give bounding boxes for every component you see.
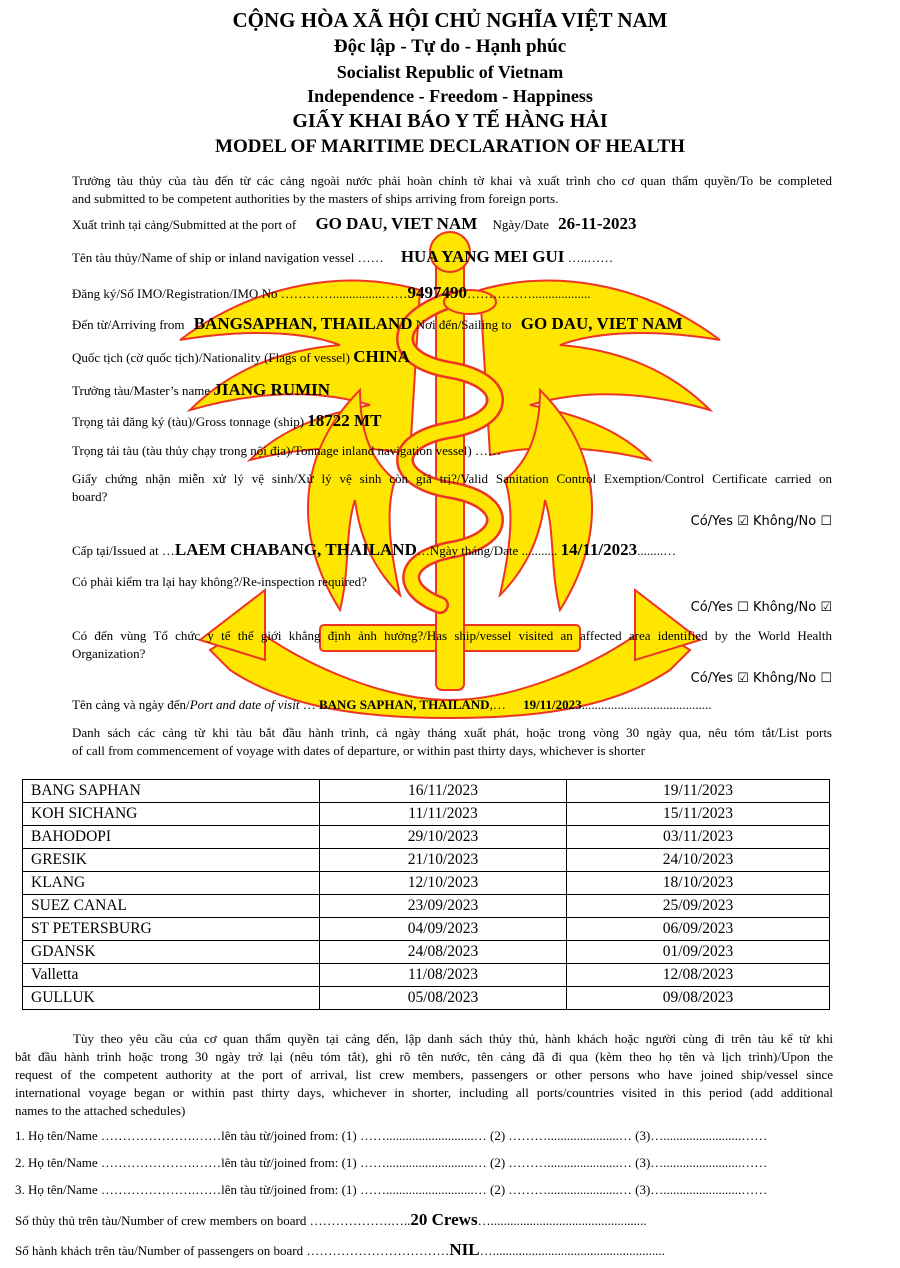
issued-value: LAEM CHABANG, THAILAND xyxy=(174,540,417,559)
departure-date-cell: 25/09/2023 xyxy=(567,895,830,918)
visit-lead: … xyxy=(299,697,316,712)
visit-mid: ,… xyxy=(489,697,506,712)
document-title-en: MODEL OF MARITIME DECLARATION OF HEALTH xyxy=(215,136,685,157)
sailing-label: Nơi đến/Sailing to xyxy=(415,317,512,332)
port-label: Xuất trình tại cảng/Submitted at the port of xyxy=(72,217,297,232)
table-row xyxy=(23,780,830,803)
arrival-date-cell: 24/08/2023 xyxy=(320,941,567,964)
affected-answer: Có/Yes ☑ Không/No ☐ xyxy=(690,671,832,686)
affected-line-2: Organization? xyxy=(72,646,146,661)
departure-date-cell: 15/11/2023 xyxy=(567,803,830,826)
table-row xyxy=(23,895,830,918)
issued-label: Cấp tại/Issued at … xyxy=(72,543,175,558)
joined-row-2: 2. Họ tên/Name ………………….……lên tàu từ/joined from: (1) ……...........................… (2) ………......................… (3)…........................…… xyxy=(15,1155,768,1170)
table-row xyxy=(23,826,830,849)
crew-intro-paragraph xyxy=(15,1030,833,1120)
header-line-1: CỘNG HÒA XÃ HỘI CHỦ NGHĨA VIỆT NAM xyxy=(232,8,668,32)
passenger-row xyxy=(15,1240,665,1260)
table-row xyxy=(23,987,830,1010)
joined-row-3: 3. Họ tên/Name ………………….……lên tàu từ/joined from: (1) ……...........................… (2) ………......................… (3)…........................…… xyxy=(15,1182,768,1197)
gross-row xyxy=(72,411,381,431)
port-cell: Valletta xyxy=(23,964,320,987)
imo-value: 9497490 xyxy=(407,283,467,302)
departure-date-cell: 06/09/2023 xyxy=(567,918,830,941)
affected-question xyxy=(72,627,832,663)
departure-date-cell: 24/10/2023 xyxy=(567,849,830,872)
departure-date-cell: 09/08/2023 xyxy=(567,987,830,1010)
gross-label: Trọng tải đăng ký (tàu)/Gross tonnage (ship) xyxy=(72,414,305,429)
arrival-date-cell: 12/10/2023 xyxy=(320,872,567,895)
joined-row-1: 1. Họ tên/Name ………………….……lên tàu từ/joined from: (1) ……...........................… (2) ………......................… (3)…........................…… xyxy=(15,1128,768,1143)
arriving-row xyxy=(72,314,683,334)
ship-row xyxy=(72,247,613,267)
visit-label-en: Port and date of visit xyxy=(189,697,300,712)
ports-of-call-table xyxy=(22,779,830,1010)
table-row xyxy=(23,941,830,964)
master-row xyxy=(72,380,330,400)
table-row xyxy=(23,872,830,895)
master-label: Trưởng tàu/Master’s name xyxy=(72,383,211,398)
header-line-2: Độc lập - Tự do - Hạnh phúc xyxy=(333,36,567,57)
port-cell: KOH SICHANG xyxy=(23,803,320,826)
ship-trail: …..…… xyxy=(567,250,614,265)
port-cell: BANG SAPHAN xyxy=(23,780,320,803)
visit-trail: ........................................ xyxy=(581,697,712,712)
port-cell: GRESIK xyxy=(23,849,320,872)
arriving-value: BANGSAPHAN, THAILAND xyxy=(193,314,413,333)
arrival-date-cell: 04/09/2023 xyxy=(320,918,567,941)
crew-intro-line-4: international voyage began or within past thirty days, whichever in shorter, including all ports/countries visited in this period (add additional xyxy=(15,1085,833,1100)
visit-label-vn: Tên cảng và ngày đến/ xyxy=(72,697,190,712)
issued-row xyxy=(72,540,676,560)
port-cell: SUEZ CANAL xyxy=(23,895,320,918)
intro-line-1: Trưởng tàu thủy của tàu đến từ các cảng ngoài nước phải hoàn chỉnh tờ khai và xuất trình cho cơ quan thẩm quyền/To be completed xyxy=(72,173,832,188)
inland-row: Trọng tải tàu (tàu thủy chạy trong nội địa)/Tonnage inland navigation vessel) …… xyxy=(72,443,501,458)
arrival-date-cell: 21/10/2023 xyxy=(320,849,567,872)
arrival-date-cell: 05/08/2023 xyxy=(320,987,567,1010)
nationality-row xyxy=(72,347,410,367)
reinspection-answer: Có/Yes ☐ Không/No ☑ xyxy=(690,600,832,615)
table-row xyxy=(23,918,830,941)
crew-intro-line-2: bắt đầu hành trình hoặc trong 30 ngày trở lại (nêu tóm tắt), ghi rõ tên nước, tên cảng đã đi qua (kèm theo họ tên và lịch trình)/Upon the xyxy=(15,1049,833,1064)
crew-row xyxy=(15,1210,647,1230)
port-row xyxy=(72,214,637,234)
passenger-label: Số hành khách trên tàu/Number of passengers on board …………………………… xyxy=(15,1243,450,1258)
intro-line-2: and submitted to be competent authorities by the masters of ships arriving from foreign ports. xyxy=(72,191,559,206)
port-cell: BAHODOPI xyxy=(23,826,320,849)
departure-date-cell: 03/11/2023 xyxy=(567,826,830,849)
ports-intro-line-1: Danh sách các cảng từ khi tàu bắt đầu hành trình, cả ngày tháng xuất phát, hoặc trong vòng 30 ngày qua, nêu tóm tắt/List ports xyxy=(72,725,832,740)
arrival-date-cell: 16/11/2023 xyxy=(320,780,567,803)
date-value: 26-11-2023 xyxy=(558,214,637,233)
crew-intro-line-3: request of the competent authority at the port of arrival, list crew members, passengers or other persons who have joined ship/vessel since xyxy=(15,1067,833,1082)
arrival-date-cell: 11/11/2023 xyxy=(320,803,567,826)
port-value: GO DAU, VIET NAM xyxy=(315,214,478,233)
reinspection-question: Có phải kiểm tra lại hay không?/Re-inspection required? xyxy=(72,574,367,589)
date-label: Ngày/Date xyxy=(492,217,549,232)
visit-date: 19/11/2023 xyxy=(523,697,582,712)
sailing-value: GO DAU, VIET NAM xyxy=(520,314,683,333)
ship-value: HUA YANG MEI GUI xyxy=(400,247,565,266)
ports-intro xyxy=(72,724,832,760)
table-row xyxy=(23,849,830,872)
table-row xyxy=(23,803,830,826)
ship-label: Tên tàu thủy/Name of ship or inland navigation vessel …… xyxy=(72,250,384,265)
crew-value: 20 Crews xyxy=(410,1210,478,1229)
arrival-date-cell: 11/08/2023 xyxy=(320,964,567,987)
arrival-date-cell: 29/10/2023 xyxy=(320,826,567,849)
arrival-date-cell: 23/09/2023 xyxy=(320,895,567,918)
nationality-value: CHINA xyxy=(353,347,410,366)
issued-trail: ........… xyxy=(637,543,677,558)
affected-line-1: Có đến vùng Tổ chức y tế thế giới khẳng định ảnh hưởng?/Has ship/vessel visited an affected area identified by the World Health xyxy=(72,628,832,643)
crew-label: Số thủy thủ trên tàu/Number of crew members on board ……………….….. xyxy=(15,1213,411,1228)
departure-date-cell: 19/11/2023 xyxy=(567,780,830,803)
nationality-label: Quốc tịch (cờ quốc tịch)/Nationality (Flags of vessel) xyxy=(72,350,350,365)
port-cell: GULLUK xyxy=(23,987,320,1010)
crew-intro-line-5: names to the attached schedules) xyxy=(15,1103,186,1118)
header-line-3: Socialist Republic of Vietnam xyxy=(336,62,564,82)
departure-date-cell: 12/08/2023 xyxy=(567,964,830,987)
departure-date-cell: 01/09/2023 xyxy=(567,941,830,964)
visit-row xyxy=(72,697,712,713)
sanitation-line-1: Giấy chứng nhận miễn xử lý vệ sinh/Xử lý vệ sinh còn giá trị?/Valid Sanitation Control Exemption/Control Certificate carried on xyxy=(72,471,832,486)
sanitation-answer: Có/Yes ☑ Không/No ☐ xyxy=(690,514,832,529)
table-row xyxy=(23,964,830,987)
crew-intro-line-1: Tùy theo yêu cầu của cơ quan thẩm quyền tại cảng đến, lập danh sách thủy thủ, hành khách hoặc người cùng đi trên tàu kể từ khi xyxy=(73,1031,833,1046)
issued-date-value: 14/11/2023 xyxy=(560,540,638,559)
sanitation-line-2: board? xyxy=(72,489,108,504)
port-cell: ST PETERSBURG xyxy=(23,918,320,941)
imo-trail: …………….................. xyxy=(466,286,591,301)
passenger-trail: …..................................................... xyxy=(479,1243,665,1258)
gross-value: 18722 MT xyxy=(307,411,382,430)
arriving-label: Đến từ/Arriving from xyxy=(72,317,185,332)
header-line-4: Independence - Freedom - Happiness xyxy=(307,86,593,106)
crew-trail: …................................................ xyxy=(477,1213,647,1228)
imo-label: Đăng ký/Số IMO/Registration/IMO No …………...............…… xyxy=(72,286,408,301)
sanitation-question xyxy=(72,470,832,506)
port-cell: KLANG xyxy=(23,872,320,895)
port-cell: GDANSK xyxy=(23,941,320,964)
visit-port: BANG SAPHAN, THAILAND xyxy=(318,697,490,712)
ports-intro-line-2: of call from commencement of voyage with dates of departure, or within past thirty days, whichever is shorter xyxy=(72,743,645,758)
imo-row xyxy=(72,283,590,303)
passenger-value: NIL xyxy=(449,1240,480,1259)
intro-paragraph xyxy=(72,172,832,208)
departure-date-cell: 18/10/2023 xyxy=(567,872,830,895)
document-title-vn: GIẤY KHAI BÁO Y TẾ HÀNG HẢI xyxy=(292,110,608,132)
master-value: JIANG RUMIN xyxy=(213,380,331,399)
issued-date-label: …Ngày tháng/Date ........... xyxy=(416,543,558,558)
